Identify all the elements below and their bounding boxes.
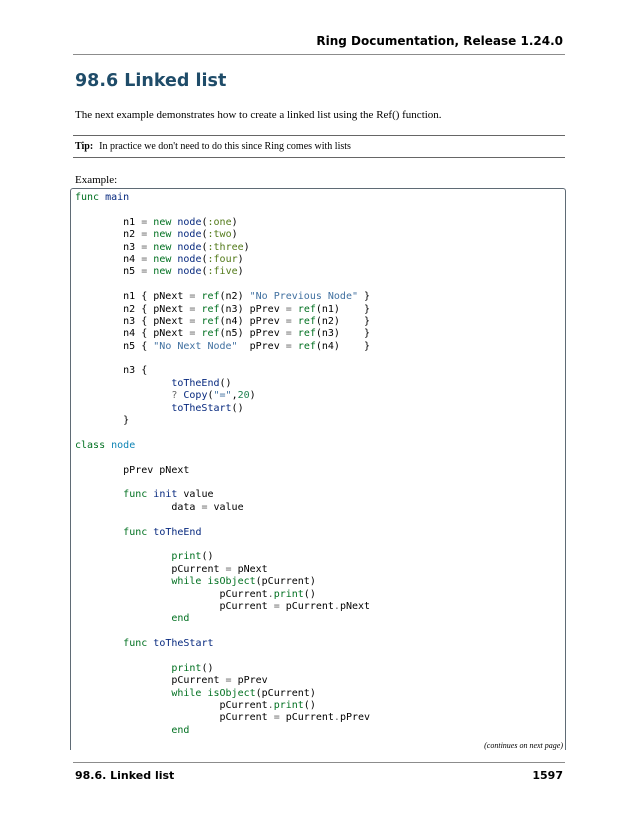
code-token: n3 { (75, 365, 148, 377)
code-line (75, 613, 370, 625)
code-line (75, 242, 370, 254)
code-token (75, 551, 171, 562)
code-token (75, 576, 171, 587)
code-token: ref (297, 315, 316, 327)
code-token: (n2) (219, 291, 250, 303)
code-token: () (303, 588, 316, 600)
code-token: pCurrent (75, 675, 226, 687)
code-token: node (177, 253, 202, 265)
section-heading: 98.6 Linked list (75, 71, 227, 91)
code-line (75, 427, 370, 439)
code-token: 20 (237, 390, 250, 402)
tip-top-rule (73, 135, 565, 136)
code-token (75, 663, 171, 674)
code-token: pNext (231, 563, 268, 575)
code-token: node (177, 216, 202, 228)
code-token: n5 { (75, 340, 154, 352)
code-token: while (171, 687, 202, 699)
code-token: ) (243, 241, 250, 253)
code-token: (n5) pPrev (219, 328, 286, 340)
code-line (75, 465, 370, 477)
code-token (75, 725, 171, 736)
code-token (75, 378, 171, 389)
code-token: node (177, 229, 202, 241)
code-line (75, 539, 370, 551)
code-token: :two (207, 229, 232, 241)
code-token: value (177, 489, 214, 501)
code-token: = (141, 229, 148, 241)
code-token: n4 (75, 253, 142, 265)
code-token: . (267, 700, 274, 712)
code-token: n2 (75, 229, 142, 241)
code-token: "=" (213, 390, 232, 402)
code-listing (75, 192, 370, 737)
code-token: ( (201, 229, 208, 241)
tip-text: In practice we don't need to do this since Ring comes with lists (99, 141, 351, 152)
code-token: toTheStart (153, 638, 214, 650)
code-token: toTheStart (171, 402, 232, 414)
code-token: pCurrent (75, 600, 274, 612)
code-token: = (189, 303, 196, 315)
footer-divider (73, 762, 565, 763)
code-token: toTheEnd (153, 526, 202, 538)
code-token: = (141, 241, 148, 253)
code-token: print (171, 662, 202, 674)
header-divider (73, 54, 565, 55)
code-token: value (207, 501, 244, 513)
code-token: isObject (207, 576, 256, 588)
code-token: () (219, 377, 232, 389)
code-token: n3 { pNext (75, 315, 190, 327)
code-token (75, 613, 171, 624)
code-token: :four (207, 253, 238, 265)
code-token: new (153, 241, 172, 253)
code-token: } (358, 291, 371, 303)
code-token: = (189, 315, 196, 327)
tip-label: Tip: (75, 141, 94, 152)
code-token: () (231, 402, 244, 414)
code-token: pPrev (231, 675, 268, 687)
code-token: ref (297, 340, 316, 352)
code-line (75, 365, 370, 377)
code-token: () (303, 700, 316, 712)
code-token: pCurrent (75, 700, 268, 712)
code-line (75, 576, 370, 588)
code-token: = (285, 303, 292, 315)
code-token: (pCurrent) (255, 687, 316, 699)
tip-bottom-rule (73, 157, 565, 158)
code-token: n3 (75, 241, 142, 253)
continues-note: (continues on next page) (484, 741, 563, 750)
code-token: ref (297, 303, 316, 315)
code-line (75, 304, 370, 316)
code-line (75, 527, 370, 539)
code-token: pCurrent (279, 712, 334, 724)
code-token: pCurrent (75, 712, 274, 724)
code-token: ) (231, 229, 238, 241)
code-token: func (123, 526, 148, 538)
code-token: } (75, 415, 130, 427)
code-token: data (75, 501, 202, 513)
code-token: , (231, 390, 238, 402)
code-token: ) (231, 216, 238, 228)
code-token: pCurrent (75, 563, 226, 575)
code-token: = (141, 266, 148, 278)
code-token: node (111, 439, 136, 451)
code-token: ? (171, 390, 178, 402)
code-line (75, 291, 370, 303)
code-token: print (273, 588, 304, 600)
code-token: ) (249, 390, 256, 402)
code-token: = (189, 328, 196, 340)
code-token: n2 { pNext (75, 303, 190, 315)
code-line (75, 390, 370, 402)
code-line (75, 440, 370, 452)
code-token: while (171, 576, 202, 588)
footer-page-number: 1597 (532, 769, 563, 782)
code-line (75, 589, 370, 601)
code-line (75, 663, 370, 675)
code-line (75, 564, 370, 576)
code-token: = (285, 315, 292, 327)
code-token: ( (201, 253, 208, 265)
code-token: func (123, 489, 148, 501)
code-line (75, 452, 370, 464)
code-token: (n4) pPrev (219, 315, 286, 327)
code-token: ( (207, 390, 214, 402)
code-token: n4 { pNext (75, 328, 190, 340)
code-token: new (153, 216, 172, 228)
code-line (75, 229, 370, 241)
code-line (75, 254, 370, 266)
code-line (75, 378, 370, 390)
code-token: = (141, 216, 148, 228)
code-token: () (201, 551, 214, 563)
code-token: print (273, 700, 304, 712)
code-line (75, 601, 370, 613)
code-line (75, 341, 370, 353)
code-token: node (177, 241, 202, 253)
code-token: = (285, 340, 292, 352)
code-token: func (75, 192, 100, 203)
code-token: n1 (75, 216, 142, 228)
code-line (75, 712, 370, 724)
example-label: Example: (75, 174, 118, 186)
code-token: (pCurrent) (255, 576, 316, 588)
code-token (75, 688, 171, 699)
code-token: = (225, 563, 232, 575)
code-token (75, 390, 171, 401)
code-token: init (153, 489, 178, 501)
running-header-title: Ring Documentation, Release 1.24.0 (316, 34, 563, 48)
code-token: end (171, 613, 190, 625)
code-token: (n1) } (315, 303, 371, 315)
code-line (75, 316, 370, 328)
code-token: end (171, 724, 190, 736)
code-line (75, 502, 370, 514)
code-token: ) (237, 266, 244, 278)
code-token: "No Previous Node" (249, 291, 358, 303)
code-token: ( (201, 216, 208, 228)
code-token: :three (207, 241, 244, 253)
code-token: = (273, 712, 280, 724)
code-token: pCurrent (279, 600, 334, 612)
code-token: ref (201, 328, 220, 340)
code-token: Copy (183, 390, 208, 402)
code-line (75, 266, 370, 278)
code-token: pPrev (339, 712, 371, 724)
code-line (75, 279, 370, 291)
code-token: new (153, 229, 172, 241)
code-token: pPrev pNext (75, 464, 190, 476)
code-token: func (123, 638, 148, 650)
code-line (75, 477, 370, 489)
code-line (75, 551, 370, 563)
code-token: ref (201, 315, 220, 327)
code-line (75, 688, 370, 700)
code-token: new (153, 266, 172, 278)
code-token: () (201, 662, 214, 674)
code-token: pNext (339, 600, 371, 612)
code-token: = (201, 501, 208, 513)
code-token: node (177, 266, 202, 278)
code-token: ( (201, 241, 208, 253)
code-line (75, 638, 370, 650)
code-token: main (105, 192, 130, 203)
code-line (75, 353, 370, 365)
code-line (75, 725, 370, 737)
intro-paragraph: The next example demonstrates how to create a linked list using the Ref() function. (75, 109, 442, 121)
code-token: isObject (207, 687, 256, 699)
code-token (75, 527, 123, 538)
code-token: n1 { pNext (75, 291, 190, 303)
code-line (75, 328, 370, 340)
code-line (75, 403, 370, 415)
code-token: . (333, 712, 340, 724)
code-token: ( (201, 266, 208, 278)
code-token: (n4) } (315, 340, 371, 352)
code-line (75, 514, 370, 526)
code-token: print (171, 551, 202, 563)
code-token: "No Next Node" (153, 340, 238, 352)
code-token: ) (237, 253, 244, 265)
code-line (75, 675, 370, 687)
code-token: = (285, 328, 292, 340)
code-token: = (141, 253, 148, 265)
code-token: :one (207, 216, 232, 228)
code-token (75, 403, 171, 414)
code-token: = (273, 600, 280, 612)
code-token: class (75, 439, 106, 451)
code-token: n5 (75, 266, 142, 278)
code-token: ref (201, 291, 220, 303)
code-token: toTheEnd (171, 377, 220, 389)
code-token: pPrev (237, 340, 286, 352)
code-token (75, 489, 123, 500)
code-token: pCurrent (75, 588, 268, 600)
code-line (75, 626, 370, 638)
code-token: ref (297, 328, 316, 340)
footer-section-label: 98.6. Linked list (75, 769, 175, 782)
code-token (75, 638, 123, 649)
code-token: (n2) } (315, 315, 371, 327)
code-token: = (189, 291, 196, 303)
code-line (75, 192, 370, 204)
code-line (75, 650, 370, 662)
code-line (75, 700, 370, 712)
code-line (75, 204, 370, 216)
code-token: :five (207, 266, 238, 278)
code-token: . (267, 588, 274, 600)
code-token: . (333, 600, 340, 612)
code-token: (n3) pPrev (219, 303, 286, 315)
code-line (75, 415, 370, 427)
code-token: ref (201, 303, 220, 315)
tip-admonition (75, 141, 351, 152)
code-line (75, 217, 370, 229)
code-token: new (153, 253, 172, 265)
code-line (75, 489, 370, 501)
code-token: (n3) } (315, 328, 371, 340)
code-token: = (225, 675, 232, 687)
